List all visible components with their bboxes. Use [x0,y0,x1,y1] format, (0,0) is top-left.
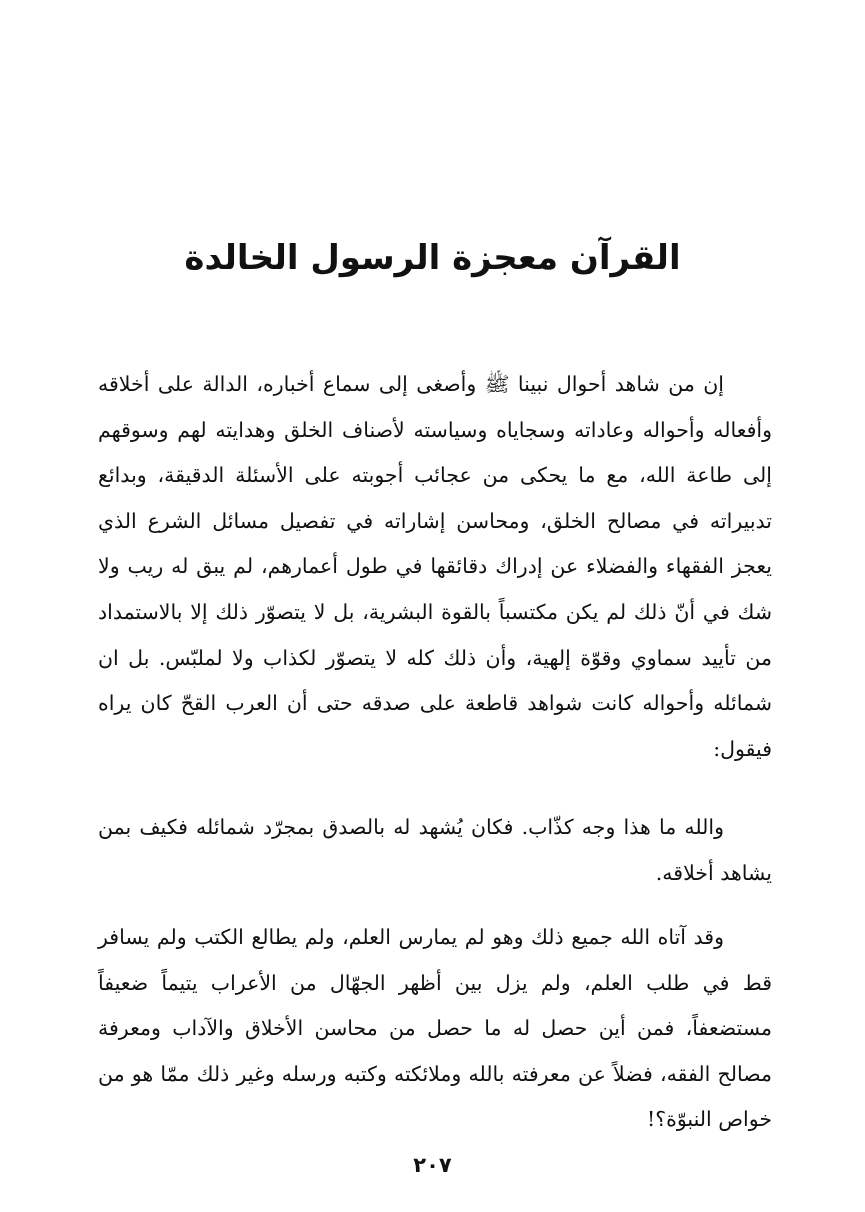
paragraph-3-text: وقد آتاه الله جميع ذلك وهو لم يمارس العلم، ولم يطالع الكتب ولم يسافر قط في طلب العلم، ولم يزل بين أظهر الجهّال من الأعراب يتيماً ضعيفاً مستضعفاً، فمن أين حصل له ما حصل من محاسن الأخلاق والآداب ومعرفة مصالح الفقه، فضلاً عن معرفته بالله وملائكته وكتبه ورسله وغير ذلك ممّا هو من خواص النبوّة؟! [98,925,772,1132]
paragraph-2 [98,805,772,896]
paragraph-2-text: والله ما هذا وجه كذّاب. فكان يُشهد له بالصدق بمجرّد شمائله فكيف بمن يشاهد أخلاقه. [98,815,772,885]
paragraph-1-text: إن من شاهد أحوال نبينا ﷺ وأصغى إلى سماع أخباره، الدالة على أخلاقه وأفعاله وأحواله وعاداته وسجاياه وسياسته لأصناف الخلق وهدايته لهم وسوقهم إلى طاعة الله، مع ما يحكى من عجائب أجوبته على الأسئلة الدقيقة، وبدائع تدبيراته في مصالح الخلق، ومحاسن إشاراته في تفصيل مسائل الشرع الذي يعجز الفقهاء والفضلاء عن إدراك دقائقها في طول أعمارهم، لم يبق له ريب ولا شك في أنّ ذلك لم يكن مكتسباً بالقوة البشرية، بل لا يتصوّر ذلك إلا بالاستمداد من تأييد سماوي وقوّة إلهية، وأن ذلك كله لا يتصوّر لكذاب ولا لملبّس. بل ان شمائله وأحواله كانت شواهد قاطعة على صدقه حتى أن العرب القحّ كان يراه فيقول: [98,372,772,761]
paragraph-1 [98,362,772,772]
paragraph-3 [98,915,772,1143]
chapter-title: القرآن معجزة الرسول الخالدة [184,238,681,278]
page-number: ٢٠٧ [413,1153,452,1177]
